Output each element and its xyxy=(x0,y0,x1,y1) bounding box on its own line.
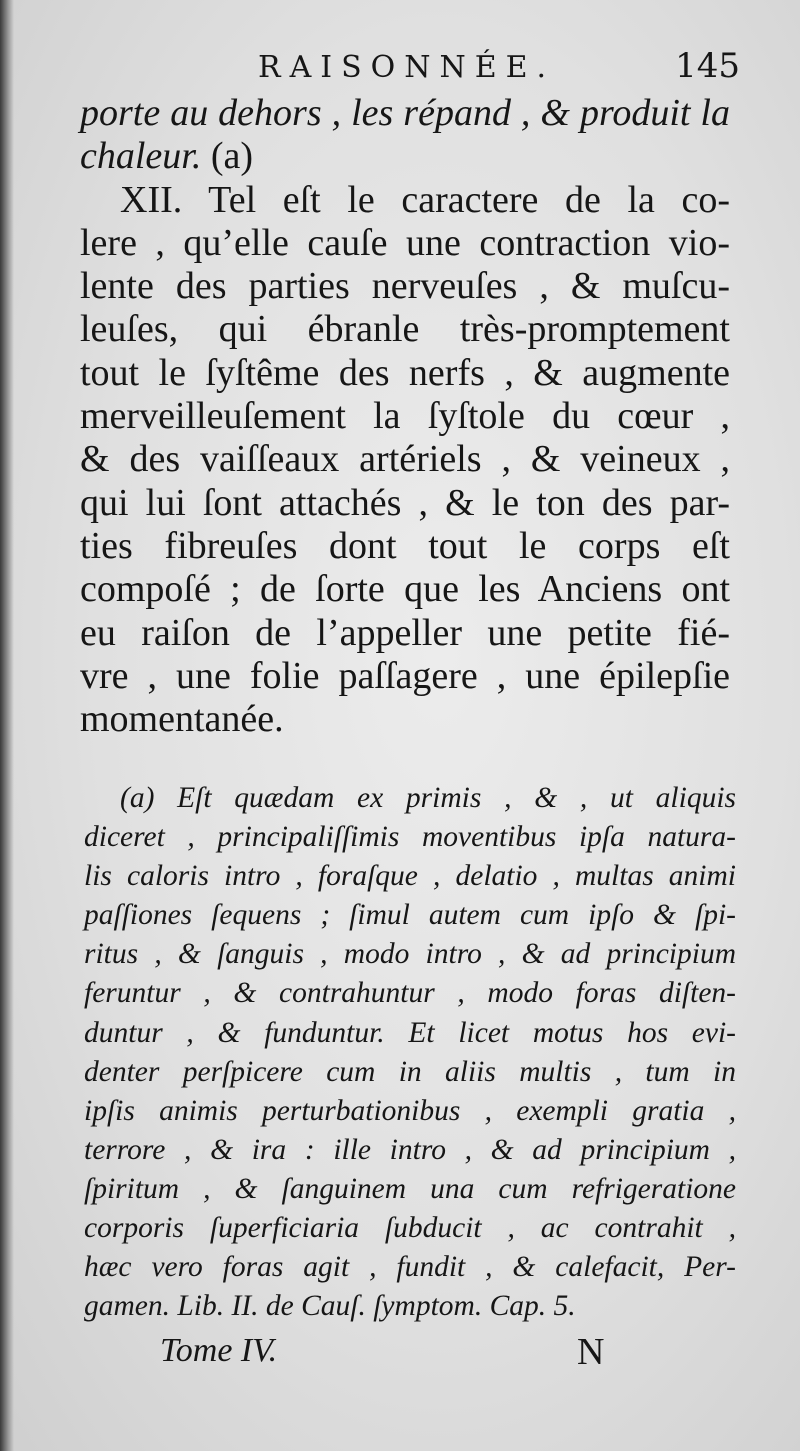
text-line: lente des parties nerveuſes , & muſcu- xyxy=(80,265,730,308)
footnote-line: lis caloris intro , foraſque , delatio , multas animi xyxy=(84,860,736,893)
main-text xyxy=(80,92,730,741)
text-line: momentanée. xyxy=(80,698,284,741)
footnote xyxy=(84,779,736,1326)
text-line: qui lui ſont attachés , & le ton des par- xyxy=(80,481,730,524)
footnote-line: (a) Eſt quædam ex primis , & , ut aliquis xyxy=(120,782,736,814)
text-line: & des vaiſſeaux artériels , & veineux , xyxy=(80,438,730,481)
text-line: vre , une folie paſſagere , une épilepſie xyxy=(80,654,730,697)
text-line: merveilleuſement la ſyſtole du cœur , xyxy=(80,395,730,438)
running-title: RAISONNÉE. xyxy=(258,50,556,85)
footnote-line: ritus , & ſanguis , modo intro , & ad principium xyxy=(84,938,736,971)
text-line: eu raiſon de l’appeller une petite fié- xyxy=(80,611,730,654)
page-number: 145 xyxy=(675,46,740,86)
footnote-line: feruntur , & contrahuntur , modo foras diſten- xyxy=(84,977,736,1010)
text-line: leuſes, qui ébranle très-promptement xyxy=(80,308,730,351)
signature-mark: N xyxy=(577,1331,605,1373)
text-line: chaleur. (a) xyxy=(80,135,254,178)
text-line: XII. Tel eſt le caractere de la co- xyxy=(120,178,730,221)
text-line: lere , qu’elle cauſe une contraction vio- xyxy=(80,221,730,264)
text-line: tout le ſyſtême des nerfs , & augmente xyxy=(80,351,730,394)
footnote-line: paſſiones ſequens ; ſimul autem cum ipſo & ſpi- xyxy=(84,899,736,932)
footnote-line: diceret , principaliſſimis moventibus ipſa natura- xyxy=(84,821,736,854)
footnote-line: terrore , & ira : ille intro , & ad principium , xyxy=(84,1133,736,1166)
footnote-line: corporis ſuperficiaria ſubducit , ac contrahit , xyxy=(84,1212,736,1245)
footnote-line: ipſis animis perturbationibus , exempli gratia , xyxy=(84,1094,736,1127)
footnote-line: ſpiritum , & ſanguinem una cum refrigeratione xyxy=(84,1172,736,1205)
running-head xyxy=(80,46,740,96)
text-line: porte au dehors , les répand , & produit la xyxy=(80,92,730,134)
footnote-line: hæc vero foras agit , fundit , & calefacit, Per- xyxy=(84,1251,736,1284)
footnote-line: duntur , & funduntur. Et licet motus hos evi- xyxy=(84,1016,736,1049)
footnote-line: gamen. Lib. II. de Cauſ. ſymptom. Cap. 5. xyxy=(84,1290,576,1323)
text-line: compoſé ; de ſorte que les Anciens ont xyxy=(80,568,730,611)
volume-label: Tome IV. xyxy=(160,1332,278,1369)
footnote-line: denter perſpicere cum in aliis multis , tum in xyxy=(84,1055,736,1088)
page-gutter-shadow xyxy=(0,0,14,1451)
text-line: ties fibreuſes dont tout le corps eſt xyxy=(80,524,730,567)
